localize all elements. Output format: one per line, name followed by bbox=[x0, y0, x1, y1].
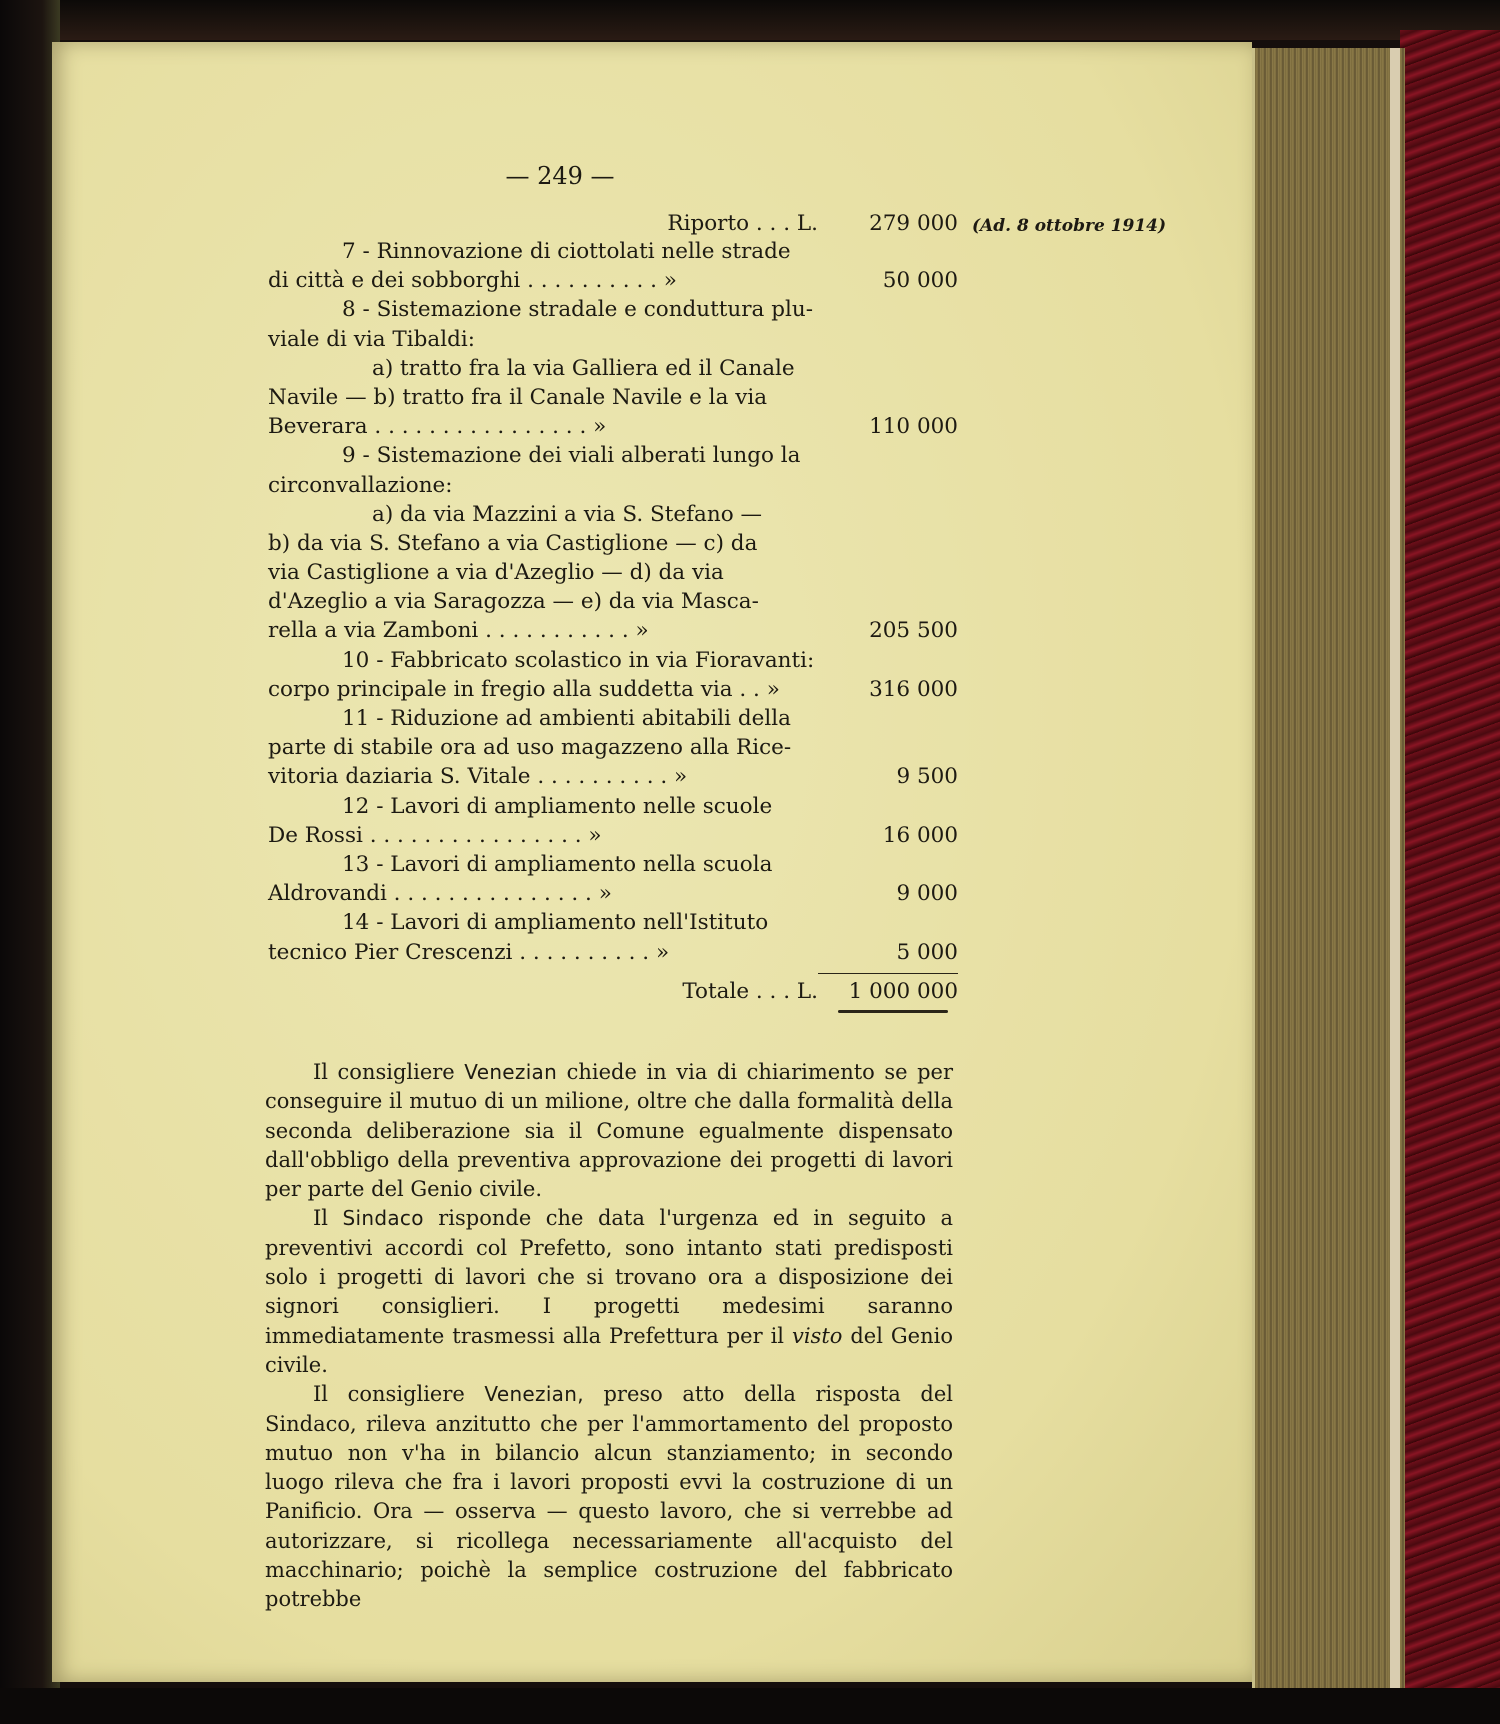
list-line bbox=[268, 616, 968, 645]
margin-note-ad: (Ad. bbox=[972, 216, 1012, 236]
list-item-text: a) da via Mazzini a via S. Stefano — bbox=[372, 501, 763, 527]
list-item-amount: 205 500 bbox=[869, 618, 958, 644]
book-cover-edge bbox=[1400, 30, 1500, 1690]
margin-note-date: 8 ottobre 1914) bbox=[1016, 216, 1167, 236]
list-line bbox=[268, 821, 968, 850]
paragraph-text: Il bbox=[313, 1206, 343, 1231]
list-line bbox=[268, 529, 968, 558]
page-number: — 249 — bbox=[505, 162, 615, 190]
page-stack-border bbox=[1390, 48, 1400, 1688]
list-line bbox=[268, 938, 968, 967]
list-line bbox=[268, 587, 968, 616]
list-item-heading: 10 - Fabbricato scolastico in via Fioravanti: bbox=[342, 647, 815, 673]
list-item-amount: 50 000 bbox=[882, 268, 958, 294]
list-line bbox=[268, 762, 968, 791]
list-item-heading: 8 - Sistemazione stradale e conduttura plu- bbox=[342, 297, 813, 323]
totale-row bbox=[268, 974, 968, 1010]
scan-bottom-edge bbox=[0, 1688, 1500, 1724]
list-item-text: a) tratto fra la via Galliera ed il Canale bbox=[372, 355, 795, 381]
list-item-text: Aldrovandi . . . . . . . . . . . . . . . » bbox=[268, 881, 612, 907]
riporto-amount: 279 000 bbox=[869, 211, 958, 236]
list-item-amount: 9 500 bbox=[896, 764, 958, 790]
list-item-heading: 13 - Lavori di ampliamento nella scuola bbox=[342, 851, 773, 877]
speaker-name: Venezian bbox=[464, 1060, 558, 1084]
list-line bbox=[268, 733, 968, 762]
list-item-heading: 9 - Sistemazione dei viali alberati lungo la bbox=[342, 443, 801, 469]
list-line bbox=[268, 792, 968, 821]
list-line bbox=[268, 441, 968, 470]
list-line bbox=[268, 646, 968, 675]
list-item-text: corpo principale in fregio alla suddetta via . . » bbox=[268, 676, 780, 702]
riporto-label: Riporto . . . L. bbox=[667, 211, 818, 236]
list-item-heading: 7 - Rinnovazione di ciottolati nelle strade bbox=[342, 239, 791, 264]
totale-underline bbox=[838, 1010, 948, 1013]
list-item-amount: 110 000 bbox=[869, 414, 958, 440]
list-line bbox=[268, 500, 968, 529]
page-stack-edge bbox=[1252, 48, 1405, 1688]
list-item-amount: 316 000 bbox=[869, 676, 958, 702]
paragraph-text: Il consigliere bbox=[313, 1382, 485, 1407]
list-item-amount: 9 000 bbox=[896, 881, 958, 907]
list-line bbox=[268, 325, 968, 354]
minutes-text bbox=[265, 1058, 953, 1615]
paragraph-text: del Genio civile. bbox=[265, 1323, 953, 1377]
list-line bbox=[268, 850, 968, 879]
list-item-text: vitoria daziaria S. Vitale . . . . . . . . . . » bbox=[268, 764, 688, 790]
italic-term: visto bbox=[791, 1323, 843, 1348]
list-item-heading: 12 - Lavori di ampliamento nelle scuole bbox=[342, 793, 773, 819]
list-line bbox=[268, 354, 968, 383]
list-line bbox=[268, 412, 968, 441]
totale-label: Totale . . . L. bbox=[682, 978, 818, 1004]
list-item-text: De Rossi . . . . . . . . . . . . . . . . » bbox=[268, 822, 602, 848]
scan-left-edge bbox=[0, 0, 60, 1724]
paragraph bbox=[265, 1380, 953, 1614]
list-line bbox=[268, 383, 968, 412]
list-line bbox=[268, 704, 968, 733]
list-item-amount: 16 000 bbox=[882, 822, 958, 848]
list-line bbox=[268, 471, 968, 500]
list-item-text: Beverara . . . . . . . . . . . . . . . . » bbox=[268, 414, 607, 440]
riporto-row bbox=[268, 210, 968, 237]
list-item-text: d'Azeglio a via Saragozza — e) da via Masca- bbox=[268, 589, 759, 615]
list-item-text: Navile — b) tratto fra il Canale Navile e la via bbox=[268, 384, 768, 410]
paragraph bbox=[265, 1058, 953, 1204]
list-item-text: di città e dei sobborghi . . . . . . . . . . » bbox=[268, 268, 677, 294]
list-item-text: tecnico Pier Crescenzi . . . . . . . . . . » bbox=[268, 939, 670, 965]
speaker-name: Venezian, bbox=[484, 1382, 584, 1407]
list-item-text: circonvallazione: bbox=[268, 472, 453, 498]
list-line bbox=[268, 237, 968, 266]
list-item-heading: 14 - Lavori di ampliamento nell'Istituto bbox=[342, 910, 769, 936]
works-list bbox=[268, 210, 968, 1013]
list-item-text: viale di via Tibaldi: bbox=[268, 326, 475, 352]
list-item-text: b) da via S. Stefano a via Castiglione — c) da bbox=[268, 530, 758, 556]
list-item-heading: 11 - Riduzione ad ambienti abitabili della bbox=[342, 706, 791, 731]
speaker-name: Sindaco bbox=[342, 1206, 424, 1231]
list-line bbox=[268, 879, 968, 908]
list-item-amount: 5 000 bbox=[896, 939, 958, 965]
paragraph-text: preso atto della risposta del Sindaco, rileva anzitutto che per l'ammortamento del proposto mutuo non v'ha in bilancio alcun stanziamento; in secondo luogo rileva che fra i lavori proposti evvi la costruzione di un Panificio. Ora — osserva — questo lavoro, che si verrebbe ad autorizzare, si ricollega necessariamente all'acquisto del macchinario; poichè la semplice costruzione del fabbricato potrebbe bbox=[265, 1382, 953, 1612]
list-item-text: via Castiglione a via d'Azeglio — d) da via bbox=[268, 560, 724, 586]
paragraph-text: Il consigliere bbox=[313, 1060, 465, 1084]
paragraph-text: chiede in via di chiarimento se per conseguire il mutuo di un milione, oltre che dalla formalità della seconda deliberazione sia il Comune egualmente dispensato dall'obbligo della preventiva approvazione dei progetti di lavori per parte del Genio civile. bbox=[265, 1060, 953, 1202]
list-line bbox=[268, 295, 968, 324]
list-item-text: parte di stabile ora ad uso magazzeno alla Rice- bbox=[268, 735, 792, 761]
totale-amount: 1 000 000 bbox=[848, 978, 958, 1004]
margin-note bbox=[972, 216, 1166, 236]
list-line bbox=[268, 266, 968, 295]
list-line bbox=[268, 558, 968, 587]
paragraph-text: risponde che data l'urgenza ed in seguito a preventivi accordi col Prefetto, sono intanto stati predisposti solo i progetti di lavori che si trovano ora a disposizione dei signori consiglieri. I progetti medesimi saranno immediatamente trasmessi alla Prefettura per il bbox=[265, 1206, 954, 1348]
list-line bbox=[268, 675, 968, 704]
paragraph bbox=[265, 1204, 953, 1380]
scan-top-edge bbox=[0, 0, 1500, 40]
list-line bbox=[268, 908, 968, 937]
list-item-text: rella a via Zamboni . . . . . . . . . . . » bbox=[268, 618, 649, 644]
